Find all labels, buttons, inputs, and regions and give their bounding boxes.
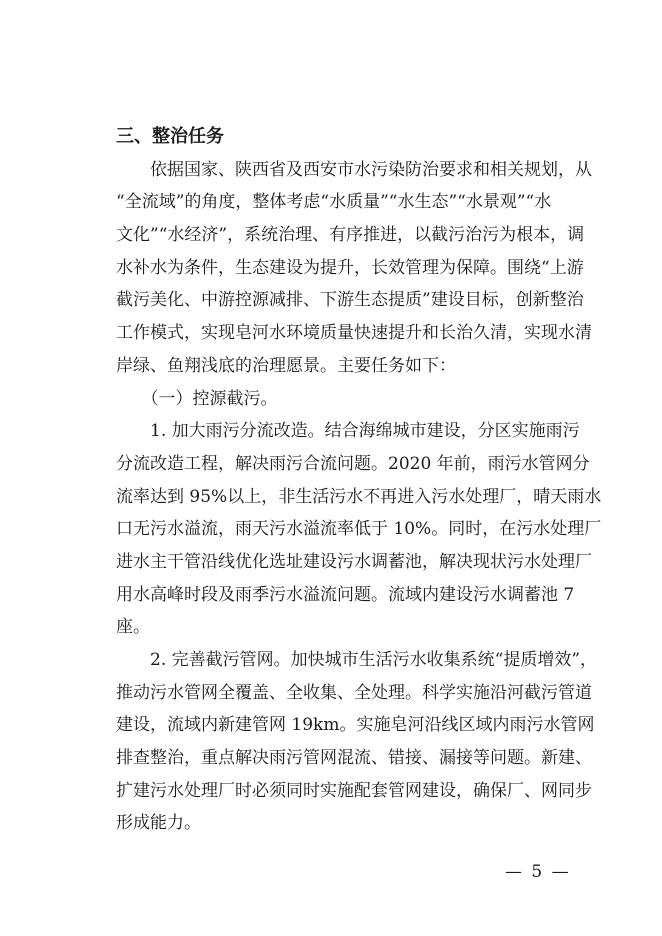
section-heading: 三、整治任务 (116, 126, 224, 147)
page-number: — 5 — (505, 862, 571, 882)
text-line: 座。 (116, 617, 150, 638)
text-line: 文化”“水经济”，系统治理、有序推进，以截污治污为根本，调 (116, 225, 585, 246)
intro-paragraph (116, 154, 592, 383)
text-line: 分流改造工程，解决雨污合流问题。2020 年前，雨污水管网分 (116, 453, 590, 474)
text-line: 岸绿、鱼翔浅底的治理愿景。主要任务如下： (116, 355, 456, 376)
text-line: 排查整治，重点解决雨污管网混流、错接、漏接等问题。新建、 (116, 748, 592, 769)
item-2-paragraph (116, 644, 598, 840)
item-1-paragraph (116, 415, 602, 644)
text-line: 进水主干管沿线优化选址建设污水调蓄池，解决现状污水处理厂 (116, 551, 592, 572)
text-line: 依据国家、陕西省及西安市水污染防治要求和相关规划，从 (116, 159, 592, 180)
text-line: 流率达到 95%以上，非生活污水不再进入污水处理厂，晴天雨水 (116, 486, 602, 507)
text-line: 水补水为条件，生态建设为提升，长效管理为保障。围绕“上游 (116, 257, 584, 278)
text-line: 2. 完善截污管网。加快城市生活污水收集系统“提质增效”， (116, 650, 598, 670)
text-line: 扩建污水处理厂时必须同时实施配套管网建设，确保厂、网同步 (116, 780, 592, 801)
text-line: “全流域”的角度，整体考虑“水质量”“水生态”“水景观”“水 (116, 192, 552, 213)
document-body (116, 121, 602, 840)
text-line: 用水高峰时段及雨季污水溢流问题。流域内建设污水调蓄池 7 (116, 584, 575, 605)
text-line: 1. 加大雨污分流改造。结合海绵城市建设，分区实施雨污 (116, 421, 580, 442)
text-line: 形成能力。 (116, 813, 201, 834)
text-line: 建设，流域内新建管网 19km。实施皂河沿线区域内雨污水管网 (116, 715, 595, 736)
text-line: 截污美化、中游控源减排、下游生态提质”建设目标，创新整治 (116, 290, 584, 311)
text-line: 口无污水溢流，雨天污水溢流率低于 10%。同时，在污水处理厂 (116, 519, 602, 540)
text-line: 推动污水管网全覆盖、全收集、全处理。科学实施沿河截污管道 (116, 682, 592, 703)
subsection-heading: （一）控源截污。 (116, 388, 278, 409)
text-line: 工作模式，实现皂河水环境质量快速提升和长治久清，实现水清 (116, 323, 592, 344)
